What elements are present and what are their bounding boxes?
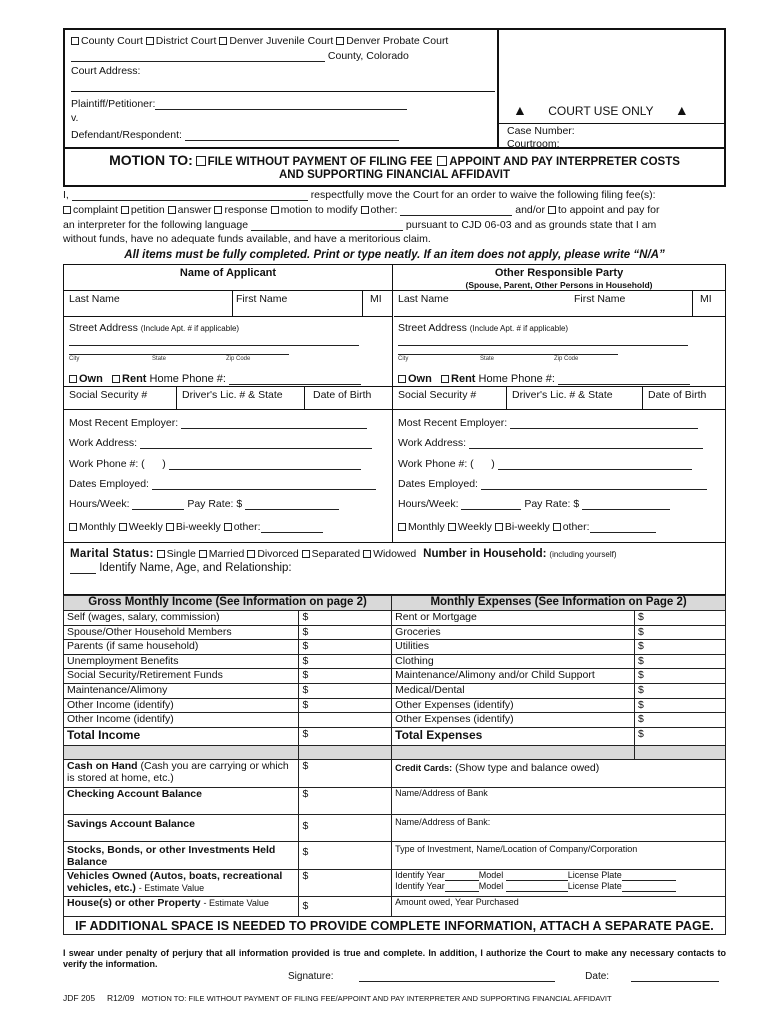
county-court-label: County Court [81,35,143,47]
house-label: House(s) or other Property [67,897,201,910]
married-label: Married [208,548,245,560]
financial-row [64,625,726,640]
cash-row [64,760,726,788]
income-label: Spouse/Other Household Members [64,625,299,640]
versus-label: v. [71,112,79,124]
divorced-label: Divorced [257,548,299,560]
other-state-label: State [480,356,495,362]
vehicle-2[interactable]: Identify Year Model License Plate [395,881,722,892]
house-row [64,897,726,917]
file-without-fee-label: FILE WITHOUT PAYMENT OF FILING FEE [207,156,433,168]
intro-line-1 [63,189,656,201]
motion-to-modify-checkbox[interactable] [271,206,279,214]
answer-label: answer [177,204,212,216]
applicant-city-field[interactable] [69,354,289,355]
savings-label: Savings Account Balance [64,815,299,842]
other-work-phone-line: Work Phone #: ( ) [398,458,692,470]
applicant-other-checkbox[interactable] [224,523,232,531]
income-label: Other Income (identify) [64,698,299,713]
county-line [71,50,409,62]
identify-label: Identify Name, Age, and Relationship: [99,562,292,574]
stocks-amount[interactable]: $ [299,842,392,870]
intro-line-3 [63,219,656,231]
other-party-heading: Other Responsible Party [494,267,624,279]
income-amount[interactable]: $ [299,698,392,713]
intro-line-4: without funds, have no adequate funds available, and have a meritorious claim. [63,233,431,245]
other-last-name-label: Last Name [398,293,449,305]
column-divider [392,265,393,542]
motion-title-box [63,149,726,187]
income-label: Self (wages, salary, commission) [64,611,299,626]
applicant-other-field[interactable] [261,523,323,533]
applicant-employer-field[interactable] [181,419,367,429]
expense-label: Clothing [392,654,635,669]
other-other-checkbox[interactable] [553,523,561,531]
other-own-checkbox[interactable] [398,375,406,383]
applicant-biweekly-checkbox[interactable] [166,523,174,531]
appoint-pay-label: to appoint and pay for [557,204,660,216]
county-field[interactable] [71,51,325,62]
income-label: Parents (if same household) [64,640,299,655]
caption-right [499,30,724,150]
cash-amount[interactable]: $ [299,760,392,788]
other-dates-field[interactable] [481,480,707,490]
expense-amount[interactable]: $ [635,698,726,713]
applicant-monthly-checkbox[interactable] [69,523,77,531]
other-city-field[interactable] [398,354,618,355]
applicant-weekly-checkbox[interactable] [119,523,127,531]
marital-label: Marital Status: [70,548,154,560]
expense-amount[interactable]: $ [635,669,726,684]
expense-label: Utilities [392,640,635,655]
savings-row [64,815,726,842]
savings-amount[interactable]: $ [299,815,392,842]
other-dl-label: Driver's Lic. # & State [512,389,613,401]
complaint-label: complaint [73,204,118,216]
other-mi-label: MI [700,293,712,305]
other-street-field[interactable] [398,345,688,346]
appoint-interpreter-label: APPOINT AND PAY INTERPRETER COSTS [449,156,680,168]
plaintiff-field[interactable] [155,99,407,110]
applicant-street-field[interactable] [69,345,359,346]
income-amount[interactable] [299,713,392,728]
other-city-label: City [398,356,409,362]
applicant-own-checkbox[interactable] [69,375,77,383]
vehicles-amount[interactable]: $ [299,870,392,897]
applicant-employer-line: Most Recent Employer: [69,417,367,429]
other-biweekly-checkbox[interactable] [495,523,503,531]
plaintiff-label: Plaintiff/Petitioner: [71,98,156,110]
courtroom-label: Courtroom: [507,138,560,150]
motion-title [65,152,724,168]
instruction-text: All items must be fully completed. Print or type neatly. If an item does not apply, please write “N/A” [124,249,665,261]
total-expenses-label: Total Expenses [392,727,635,745]
other-frequency: Monthly Weekly Bi-weekly other: [398,521,656,533]
additional-space-note: IF ADDITIONAL SPACE IS NEEDED TO PROVIDE COMPLETE INFORMATION, ATTACH A SEPARATE PAGE. [64,917,726,935]
language-label: an interpreter for the following language [63,219,249,231]
triangle-up-icon: ▲ [674,102,689,118]
perjury-statement: I swear under penalty of perjury that all information provided is true and complete. In addition, I authorize the Court to make any necessary contacts to verify the information. [63,948,726,969]
total-income-label: Total Income [64,727,299,745]
applicant-home-phone-field[interactable] [229,375,361,385]
expense-amount[interactable]: $ [635,713,726,728]
other-home-phone-label: Home Phone #: [478,373,555,385]
income-amount[interactable]: $ [299,611,392,626]
household-note: (including yourself) [549,550,617,559]
other-dates-line: Dates Employed: [398,478,707,490]
household-count-field[interactable] [70,563,96,574]
appoint-interpreter-checkbox[interactable] [437,156,447,166]
complaint-checkbox[interactable] [63,206,71,214]
form-revision: R12/09 [106,993,135,1003]
house-note: - Estimate Value [203,898,269,909]
applicant-dates-line: Dates Employed: [69,478,376,490]
financial-table [63,595,726,935]
fee-options [63,204,660,216]
other-other-field[interactable] [590,523,656,533]
applicant-ssn-label: Social Security # [69,389,148,401]
other-weekly-checkbox[interactable] [448,523,456,531]
signature-field[interactable] [359,972,555,982]
additional-space-row [64,917,726,935]
applicant-street-label: Street Address (Include Apt. # if applicable) [69,322,240,334]
financial-row [64,698,726,713]
financial-row [64,654,726,669]
other-dob-label: Date of Birth [648,389,707,401]
bank-name-2[interactable]: Name/Address of Bank: [392,815,726,842]
district-court-label: District Court [155,35,217,47]
plaintiff-line [71,98,407,110]
applicant-first-name-label: First Name [236,293,288,305]
response-checkbox[interactable] [214,206,222,214]
defendant-line [71,129,399,141]
denver-juvenile-checkbox[interactable] [219,37,227,45]
petition-checkbox[interactable] [121,206,129,214]
applicant-work-phone-line: Work Phone #: ( ) [69,458,361,470]
other-hours-line: Hours/Week: Pay Rate: $ [398,498,670,510]
expense-amount[interactable]: $ [635,683,726,698]
applicant-mi-label: MI [370,293,382,305]
income-label: Other Income (identify) [64,713,299,728]
checking-amount[interactable]: $ [299,788,392,815]
other-employer-line: Most Recent Employer: [398,417,698,429]
case-divider [499,123,724,124]
applicant-home-phone-label: Home Phone #: [149,373,226,385]
applicant-city-label: City [69,356,80,362]
answer-checkbox[interactable] [168,206,176,214]
other-work-address-field[interactable] [469,439,703,449]
financial-row [64,713,726,728]
other-own-rent: Own Rent Home Phone #: [398,373,690,385]
andor-label: and/or [515,204,546,216]
household-label: Number in Household: [423,548,547,560]
single-checkbox[interactable] [157,550,165,558]
denver-juvenile-label: Denver Juvenile Court [229,35,334,47]
response-label: response [224,204,268,216]
income-amount[interactable]: $ [299,654,392,669]
applicant-work-address-field[interactable] [140,439,372,449]
checking-row [64,788,726,815]
signature-line [288,971,719,982]
financial-header-row [64,596,726,611]
other-monthly-checkbox[interactable] [398,523,406,531]
amount-owed[interactable]: Amount owed, Year Purchased [392,897,726,917]
file-without-fee-checkbox[interactable] [196,156,206,166]
expense-label: Other Expenses (identify) [392,713,635,728]
defendant-label: Defendant/Respondent: [71,129,182,141]
totals-row [64,727,726,745]
other-first-name-label: First Name [574,293,626,305]
intro-i: I, [63,189,69,201]
other-pay-field[interactable] [582,500,670,510]
district-court-checkbox[interactable] [146,37,154,45]
other-fee-checkbox[interactable] [361,206,369,214]
case-caption-box [63,28,726,149]
date-field[interactable] [631,972,719,982]
other-ssn-label: Social Security # [398,389,477,401]
income-amount[interactable]: $ [299,625,392,640]
widowed-label: Widowed [373,548,417,560]
expense-amount[interactable]: $ [635,611,726,626]
denver-probate-label: Denver Probate Court [346,35,449,47]
language-field[interactable] [251,221,403,231]
motion-to-modify-label: motion to modify [280,204,358,216]
court-address-label: Court Address: [71,65,141,77]
applicant-name-row [64,290,392,317]
applicant-dl-label: Driver's Lic. # & State [182,389,283,401]
appoint-pay-checkbox[interactable] [548,206,556,214]
motion-subtitle: AND SUPPORTING FINANCIAL AFFIDAVIT [278,169,511,181]
other-party-subheading: (Spouse, Parent, Other Persons in Household) [465,280,653,290]
financial-row [64,640,726,655]
expense-label: Rent or Mortgage [392,611,635,626]
financial-row [64,611,726,626]
income-amount[interactable]: $ [299,640,392,655]
income-label: Maintenance/Alimony [64,683,299,698]
income-amount[interactable]: $ [299,683,392,698]
other-hours-field[interactable] [461,500,521,510]
bank-name-1[interactable]: Name/Address of Bank [392,788,726,815]
income-amount[interactable]: $ [299,669,392,684]
credit-cards-label: Credit Cards: [395,763,453,774]
applicant-name-field[interactable] [72,191,308,201]
caption-divider [71,91,495,92]
total-income-amount[interactable]: $ [299,727,392,745]
vehicle-1[interactable]: Identify Year Model License Plate [395,870,722,881]
triangle-up-icon: ▲ [513,102,527,118]
applicant-work-phone-field[interactable] [169,460,361,470]
vehicles-label: Vehicles Owned (Autos, boats, recreational vehicles, etc.) [67,870,283,895]
applicant-dates-field[interactable] [152,480,376,490]
case-number-label: Case Number: [507,125,575,137]
county-suffix: County, Colorado [327,50,409,62]
applicant-hours-field[interactable] [132,500,184,510]
motion-to-label: MOTION TO: [109,152,193,168]
intro-respectfully: respectfully move the Court for an order to waive the following filing fee(s): [310,189,656,201]
expense-amount[interactable]: $ [635,625,726,640]
other-rent-checkbox[interactable] [441,375,449,383]
cash-label: Cash on Hand [67,760,138,773]
applicant-dob-label: Date of Birth [313,389,372,401]
stocks-label: Stocks, Bonds, or other Investments Held Balance [64,842,299,870]
expense-label: Other Expenses (identify) [392,698,635,713]
applicant-frequency: Monthly Weekly Bi-weekly other: [69,521,323,533]
other-home-phone-field[interactable] [558,375,690,385]
cjd-text: pursuant to CJD 06-03 and as grounds state that I am [405,219,657,231]
court-use-only-label: COURT USE ONLY [548,104,654,118]
credit-cards-note: (Show type and balance owed) [455,762,600,775]
other-zip-label: Zip Code [554,356,579,362]
footer [63,993,612,1003]
caption-left [65,30,499,147]
stocks-row [64,842,726,870]
other-street-label: Street Address (Include Apt. # if applicable) [398,322,569,334]
applicant-rent-checkbox[interactable] [112,375,120,383]
investment-type[interactable]: Type of Investment, Name/Location of Company/Corporation [392,842,726,870]
expense-label: Maintenance/Alimony and/or Child Support [392,669,635,684]
other-name-row [394,290,725,317]
expense-label: Medical/Dental [392,683,635,698]
applicant-state-label: State [152,356,167,362]
applicant-heading: Name of Applicant [179,267,277,279]
denver-probate-checkbox[interactable] [336,37,344,45]
date-label: Date: [585,971,610,982]
applicant-last-name-label: Last Name [69,293,120,305]
court-use-only [513,102,689,118]
financial-row [64,683,726,698]
applicant-hours-line: Hours/Week: Pay Rate: $ [69,498,339,510]
vehicles-note: - Estimate Value [138,883,205,894]
income-heading: Gross Monthly Income (See Information on page 2) [64,596,392,611]
defendant-field[interactable] [185,130,399,141]
checking-label: Checking Account Balance [64,788,299,815]
court-type-options [71,35,448,47]
vehicles-row [64,870,726,897]
separated-label: Separated [311,548,361,560]
form-id: JDF 205 [63,993,96,1003]
marital-line [70,548,617,560]
marital-section [63,543,726,595]
identify-line [70,562,292,574]
footer-title: MOTION TO: FILE WITHOUT PAYMENT OF FILING FEE/APPOINT AND PAY INTERPRETER AND SUPPORTING FINANCIAL AFFIDAVIT [141,994,612,1003]
other-work-address-line: Work Address: [398,437,703,449]
financial-row [64,669,726,684]
county-court-checkbox[interactable] [71,37,79,45]
cash-note: (Cash you are carrying or which is stored at home, etc.) [67,760,289,785]
signature-label: Signature: [288,971,334,982]
other-fee-label: other: [370,204,398,216]
petition-label: petition [130,204,165,216]
divorced-checkbox[interactable] [247,550,255,558]
income-label: Social Security/Retirement Funds [64,669,299,684]
income-label: Unemployment Benefits [64,654,299,669]
single-label: Single [166,548,196,560]
other-fee-field[interactable] [400,206,512,216]
applicant-own-rent: Own Rent Home Phone #: [69,373,361,385]
spacer-row [64,745,726,760]
house-amount[interactable]: $ [299,897,392,917]
personal-info-section [63,264,726,543]
expense-label: Groceries [392,625,635,640]
applicant-pay-field[interactable] [245,500,339,510]
other-work-phone-field[interactable] [498,460,692,470]
widowed-checkbox[interactable] [363,550,371,558]
applicant-zip-label: Zip Code [226,356,251,362]
applicant-work-address-line: Work Address: [69,437,372,449]
expenses-heading: Monthly Expenses (See Information on Page 2) [392,596,726,611]
separated-checkbox[interactable] [302,550,310,558]
expense-amount[interactable]: $ [635,640,726,655]
other-employer-field[interactable] [510,419,698,429]
married-checkbox[interactable] [199,550,207,558]
expense-amount[interactable]: $ [635,654,726,669]
total-expenses-amount[interactable]: $ [635,727,726,745]
